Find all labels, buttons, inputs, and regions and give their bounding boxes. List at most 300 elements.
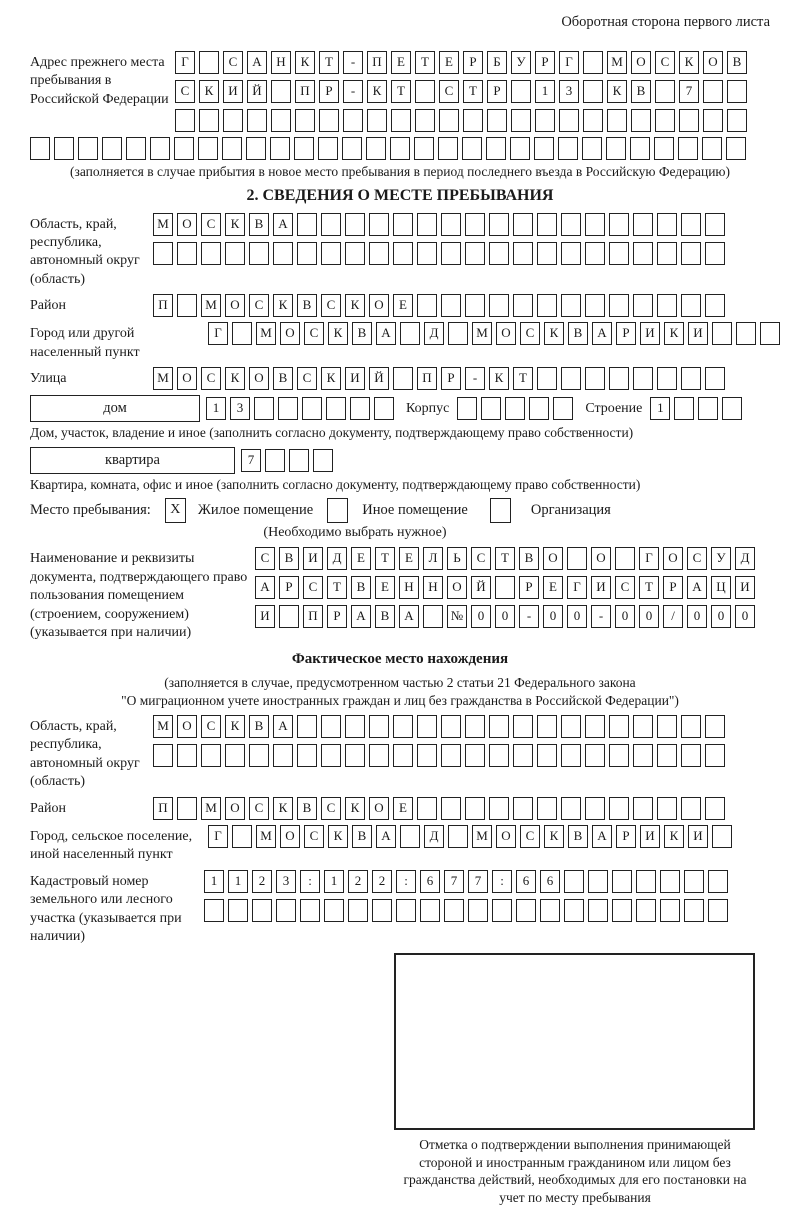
char-box: В xyxy=(727,51,747,74)
char-box: Ц xyxy=(711,576,731,599)
char-box xyxy=(438,137,458,160)
char-box: Е xyxy=(391,51,411,74)
char-box xyxy=(703,109,723,132)
region-rows xyxy=(153,213,729,265)
char-box: Р xyxy=(616,322,636,345)
char-box: Г xyxy=(208,322,228,345)
char-box: 0 xyxy=(495,605,515,628)
char-box: 0 xyxy=(471,605,491,628)
char-box xyxy=(486,137,506,160)
char-box xyxy=(348,899,368,922)
char-box xyxy=(679,109,699,132)
char-box xyxy=(393,715,413,738)
char-box: С xyxy=(471,547,491,570)
char-box: И xyxy=(591,576,611,599)
char-box: К xyxy=(345,797,365,820)
street-row xyxy=(153,367,729,390)
char-box: А xyxy=(592,322,612,345)
char-box xyxy=(633,744,653,767)
corner-note: Оборотная сторона первого листа xyxy=(561,14,770,30)
stroenie-row xyxy=(650,397,746,420)
char-box xyxy=(177,242,197,265)
char-box xyxy=(297,213,317,236)
char-box: А xyxy=(376,322,396,345)
char-box xyxy=(273,744,293,767)
char-box xyxy=(441,294,461,317)
char-box: Р xyxy=(535,51,555,74)
char-box xyxy=(369,213,389,236)
char-box: К xyxy=(489,367,509,390)
char-box: У xyxy=(711,547,731,570)
char-box: О xyxy=(177,367,197,390)
char-box xyxy=(271,80,291,103)
char-box: - xyxy=(343,51,363,74)
actual-city-label: Город, сельское поселение, иной населенный пункт xyxy=(30,828,193,863)
char-box xyxy=(537,294,557,317)
char-box: 2 xyxy=(348,870,368,893)
char-box xyxy=(345,213,365,236)
actual-region-row-2 xyxy=(153,744,729,767)
char-box: Б xyxy=(487,51,507,74)
char-box: И xyxy=(303,547,323,570)
char-box xyxy=(609,242,629,265)
char-box xyxy=(489,715,509,738)
char-box xyxy=(510,137,530,160)
char-box xyxy=(198,137,218,160)
char-box xyxy=(199,109,219,132)
char-box xyxy=(367,109,387,132)
char-box: С xyxy=(223,51,243,74)
option-organization-label: Организация xyxy=(530,502,611,519)
char-box xyxy=(681,744,701,767)
char-box: 0 xyxy=(543,605,563,628)
char-box: К xyxy=(273,294,293,317)
prev-address-row-4 xyxy=(30,137,770,160)
char-box xyxy=(633,213,653,236)
char-box: И xyxy=(640,322,660,345)
char-box: 0 xyxy=(615,605,635,628)
char-box xyxy=(660,899,680,922)
char-box xyxy=(633,367,653,390)
char-box xyxy=(289,449,309,472)
char-box xyxy=(465,242,485,265)
char-box: Д xyxy=(327,547,347,570)
char-box: М xyxy=(201,294,221,317)
char-box xyxy=(321,213,341,236)
char-box: Е xyxy=(351,547,371,570)
char-box xyxy=(609,715,629,738)
char-box xyxy=(417,744,437,767)
char-box: У xyxy=(511,51,531,74)
char-box xyxy=(441,213,461,236)
char-box xyxy=(246,137,266,160)
char-box: С xyxy=(655,51,675,74)
char-box: О xyxy=(225,797,245,820)
char-box: О xyxy=(447,576,467,599)
char-box xyxy=(760,322,780,345)
char-box: И xyxy=(223,80,243,103)
char-box xyxy=(609,367,629,390)
char-box: С xyxy=(201,367,221,390)
document-row-1 xyxy=(255,547,759,570)
char-box xyxy=(564,870,584,893)
char-box: Р xyxy=(441,367,461,390)
char-box xyxy=(417,242,437,265)
document-row-2 xyxy=(255,576,759,599)
char-box: Г xyxy=(567,576,587,599)
char-box xyxy=(588,899,608,922)
char-box xyxy=(681,213,701,236)
char-box xyxy=(249,242,269,265)
char-box xyxy=(150,137,170,160)
char-box: О xyxy=(496,825,516,848)
char-box xyxy=(727,80,747,103)
char-box: Н xyxy=(399,576,419,599)
document-label: Наименование и реквизиты документа, подтверждающего право пользования помещением (строением, сооружением) (указывается при наличии) xyxy=(30,551,248,641)
char-box xyxy=(415,80,435,103)
char-box: К xyxy=(225,367,245,390)
char-box: К xyxy=(544,322,564,345)
char-box xyxy=(609,213,629,236)
char-box xyxy=(513,213,533,236)
char-box: К xyxy=(273,797,293,820)
char-box: В xyxy=(351,576,371,599)
char-box: О xyxy=(177,715,197,738)
char-box: : xyxy=(396,870,416,893)
char-box xyxy=(297,744,317,767)
char-box xyxy=(516,899,536,922)
field-street xyxy=(30,367,770,390)
char-box: : xyxy=(492,870,512,893)
char-box xyxy=(657,367,677,390)
cadastral-label: Кадастровый номер земельного или лесного участка (указывается при наличии) xyxy=(30,873,182,945)
char-box xyxy=(391,109,411,132)
char-box xyxy=(705,715,725,738)
char-box: Р xyxy=(327,605,347,628)
char-box: П xyxy=(417,367,437,390)
char-box: С xyxy=(201,213,221,236)
char-box: А xyxy=(247,51,267,74)
char-box xyxy=(318,137,338,160)
char-box: 1 xyxy=(650,397,670,420)
char-box xyxy=(489,797,509,820)
house-caption: Дом, участок, владение и иное (заполнить согласно документу, подтверждающему право собственности) xyxy=(30,425,634,441)
char-box xyxy=(343,109,363,132)
actual-region-label: Область, край, республика, автономный округ (область) xyxy=(30,718,140,790)
char-box: Г xyxy=(208,825,228,848)
char-box xyxy=(712,825,732,848)
house-line xyxy=(30,395,770,422)
char-box: А xyxy=(255,576,275,599)
char-box: К xyxy=(679,51,699,74)
char-box xyxy=(313,449,333,472)
char-box: 1 xyxy=(228,870,248,893)
char-box: И xyxy=(255,605,275,628)
checkbox-other-premises xyxy=(327,498,348,523)
char-box xyxy=(350,397,370,420)
char-box: Е xyxy=(393,797,413,820)
char-box: 1 xyxy=(535,80,555,103)
char-box: Р xyxy=(487,80,507,103)
char-box: О xyxy=(591,547,611,570)
char-box xyxy=(660,870,680,893)
char-box xyxy=(513,797,533,820)
char-box xyxy=(345,715,365,738)
char-box: С xyxy=(175,80,195,103)
char-box xyxy=(559,109,579,132)
char-box: К xyxy=(328,322,348,345)
char-box: В xyxy=(631,80,651,103)
char-box: М xyxy=(256,825,276,848)
char-box xyxy=(681,242,701,265)
char-box xyxy=(567,547,587,570)
char-box: Т xyxy=(391,80,411,103)
apartment-line xyxy=(30,447,770,474)
actual-location-title: Фактическое место нахождения xyxy=(291,650,509,667)
char-box xyxy=(319,109,339,132)
char-box xyxy=(369,744,389,767)
char-box: О xyxy=(543,547,563,570)
char-box xyxy=(321,715,341,738)
checkbox-organization xyxy=(490,498,511,523)
char-box: М xyxy=(607,51,627,74)
char-box: С xyxy=(687,547,707,570)
char-box: Й xyxy=(247,80,267,103)
field-cadastral xyxy=(30,870,770,947)
char-box: Г xyxy=(639,547,659,570)
char-box: П xyxy=(153,797,173,820)
field-actual-city xyxy=(30,825,770,865)
field-document xyxy=(30,547,770,642)
char-box: Р xyxy=(279,576,299,599)
char-box xyxy=(702,137,722,160)
char-box xyxy=(345,242,365,265)
char-box: Й xyxy=(471,576,491,599)
option-other-premises-label: Иное помещение xyxy=(362,502,468,519)
char-box: Е xyxy=(393,294,413,317)
char-box: В xyxy=(279,547,299,570)
char-box xyxy=(462,137,482,160)
char-box xyxy=(225,744,245,767)
char-box xyxy=(558,137,578,160)
field-prev-address xyxy=(30,51,770,132)
char-box: 1 xyxy=(206,397,226,420)
char-box: И xyxy=(345,367,365,390)
char-box xyxy=(585,715,605,738)
char-box: Й xyxy=(369,367,389,390)
char-box xyxy=(489,744,509,767)
char-box xyxy=(708,870,728,893)
char-box: В xyxy=(352,322,372,345)
char-box xyxy=(300,899,320,922)
char-box xyxy=(177,744,197,767)
char-box: А xyxy=(273,715,293,738)
char-box xyxy=(222,137,242,160)
char-box: 2 xyxy=(372,870,392,893)
char-box xyxy=(684,899,704,922)
char-box: С xyxy=(520,322,540,345)
char-box xyxy=(705,367,725,390)
char-box xyxy=(252,899,272,922)
char-box xyxy=(636,870,656,893)
char-box xyxy=(511,80,531,103)
char-box: К xyxy=(225,213,245,236)
char-box xyxy=(537,715,557,738)
char-box: И xyxy=(735,576,755,599)
char-box xyxy=(505,397,525,420)
char-box: К xyxy=(607,80,627,103)
char-box xyxy=(511,109,531,132)
char-box: С xyxy=(249,797,269,820)
char-box xyxy=(674,397,694,420)
prev-address-row-3 xyxy=(175,109,751,132)
char-box xyxy=(393,213,413,236)
char-box: М xyxy=(472,825,492,848)
char-box: В xyxy=(352,825,372,848)
char-box xyxy=(295,109,315,132)
district-label: Район xyxy=(30,298,66,314)
char-box: Е xyxy=(399,547,419,570)
char-box: Г xyxy=(559,51,579,74)
section2-title: 2. СВЕДЕНИЯ О МЕСТЕ ПРЕБЫВАНИЯ xyxy=(246,186,554,204)
char-box xyxy=(177,797,197,820)
char-box: О xyxy=(280,825,300,848)
char-box: С xyxy=(520,825,540,848)
apartment-type-box: квартира xyxy=(30,447,235,474)
char-box: С xyxy=(321,294,341,317)
region-row-1 xyxy=(153,213,729,236)
char-box: В xyxy=(568,825,588,848)
char-box xyxy=(102,137,122,160)
char-box xyxy=(294,137,314,160)
char-box xyxy=(657,294,677,317)
char-box xyxy=(705,797,725,820)
char-box: 0 xyxy=(567,605,587,628)
char-box xyxy=(126,137,146,160)
char-box xyxy=(153,744,173,767)
char-box: Т xyxy=(319,51,339,74)
char-box xyxy=(366,137,386,160)
confirmation-stamp-box xyxy=(394,953,755,1130)
char-box: Р xyxy=(519,576,539,599)
char-box: 7 xyxy=(241,449,261,472)
char-box xyxy=(585,242,605,265)
char-box: М xyxy=(153,715,173,738)
char-box: С xyxy=(321,797,341,820)
prev-address-row-2 xyxy=(175,80,751,103)
char-box: В xyxy=(297,294,317,317)
char-box: Д xyxy=(424,322,444,345)
char-box: Д xyxy=(735,547,755,570)
char-box: А xyxy=(376,825,396,848)
char-box: В xyxy=(375,605,395,628)
char-box: Н xyxy=(271,51,291,74)
char-box xyxy=(726,137,746,160)
char-box xyxy=(201,242,221,265)
char-box xyxy=(415,109,435,132)
char-box xyxy=(681,715,701,738)
char-box xyxy=(712,322,732,345)
char-box xyxy=(489,213,509,236)
document-row-3 xyxy=(255,605,759,628)
char-box xyxy=(727,109,747,132)
char-box xyxy=(30,137,50,160)
char-box: В xyxy=(273,367,293,390)
char-box xyxy=(657,797,677,820)
char-box xyxy=(537,367,557,390)
char-box xyxy=(657,242,677,265)
char-box xyxy=(633,242,653,265)
char-box xyxy=(655,80,675,103)
char-box xyxy=(612,870,632,893)
char-box: О xyxy=(663,547,683,570)
char-box xyxy=(439,109,459,132)
char-box xyxy=(606,137,626,160)
char-box xyxy=(534,137,554,160)
char-box: Т xyxy=(513,367,533,390)
char-box: С xyxy=(249,294,269,317)
char-box xyxy=(705,744,725,767)
char-box: 3 xyxy=(276,870,296,893)
char-box: Г xyxy=(175,51,195,74)
char-box xyxy=(465,213,485,236)
char-box xyxy=(513,242,533,265)
char-box xyxy=(417,294,437,317)
char-box: М xyxy=(153,213,173,236)
char-box: К xyxy=(225,715,245,738)
char-box xyxy=(705,242,725,265)
char-box xyxy=(633,715,653,738)
char-box: Р xyxy=(463,51,483,74)
char-box: Е xyxy=(375,576,395,599)
char-box xyxy=(681,797,701,820)
char-box xyxy=(204,899,224,922)
korpus-row xyxy=(457,397,577,420)
char-box xyxy=(232,322,252,345)
char-box: 1 xyxy=(324,870,344,893)
char-box: П xyxy=(303,605,323,628)
char-box xyxy=(583,51,603,74)
cadastral-row-1 xyxy=(204,870,732,893)
char-box xyxy=(273,242,293,265)
field-actual-region xyxy=(30,715,770,792)
char-box: : xyxy=(300,870,320,893)
char-box xyxy=(254,397,274,420)
char-box xyxy=(513,715,533,738)
char-box: О xyxy=(703,51,723,74)
char-box xyxy=(448,825,468,848)
prev-address-label: Адрес прежнего места пребывания в Российской Федерации xyxy=(30,55,169,107)
char-box xyxy=(369,242,389,265)
char-box xyxy=(54,137,74,160)
char-box xyxy=(705,294,725,317)
char-box: 2 xyxy=(252,870,272,893)
char-box xyxy=(321,744,341,767)
char-box xyxy=(393,367,413,390)
char-box xyxy=(529,397,549,420)
char-box: П xyxy=(295,80,315,103)
char-box xyxy=(657,213,677,236)
char-box xyxy=(457,397,477,420)
char-box: 0 xyxy=(735,605,755,628)
char-box: М xyxy=(472,322,492,345)
char-box: О xyxy=(249,367,269,390)
char-box: С xyxy=(297,367,317,390)
char-box xyxy=(585,744,605,767)
actual-region-row-1 xyxy=(153,715,729,738)
char-box: К xyxy=(544,825,564,848)
char-box xyxy=(535,109,555,132)
